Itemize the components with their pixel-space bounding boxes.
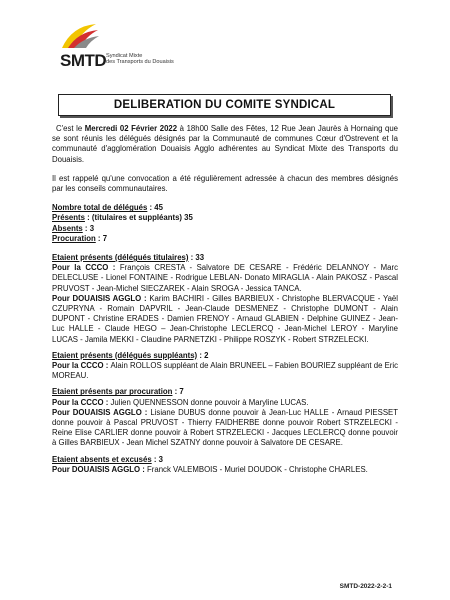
count-absents-label: Absents	[52, 223, 83, 233]
suppleants-ccco-label: Pour la CCCO :	[52, 361, 111, 371]
intro-paragraph	[52, 124, 398, 165]
procuration-ccco-names: Julien QUENNESSON donne pouvoir à Maryline LUCAS.	[110, 397, 309, 407]
titulaires-da-label: Pour DOUAISIS AGGLO :	[52, 293, 150, 303]
titulaires-da-names: Karim BACHIRI - Gilles BARBIEUX - Christophe BLERVACQUE - Yaël CZUPRYNA - Romain DAPVRIL - Jean-Claude DESMENEZ - Christophe DUMONT - Alain DUPONT - Christine ERADES - Damien FRENOY - Arnaud GLABIEN - Delphine GUINEZ - Jean-Luc HALLE - Claude HEGO – Jean-Christophe LECLERCQ - Jean-Michel LEROY - Maryline LUCAS - Jamila MEKKI - Claudine PARNETZKI - Philippe ROSZYK - Robert STRZELECKI.	[52, 293, 398, 344]
absents-count: : 3	[151, 454, 163, 464]
suppleants-heading	[52, 351, 398, 361]
intro-text-1: C'est le	[56, 124, 85, 133]
smtd-logo	[58, 22, 208, 72]
suppleants-ccco	[52, 361, 398, 381]
procuration-heading	[52, 387, 398, 397]
logo-wordmark: SMTD	[60, 51, 107, 70]
procuration-ccco	[52, 398, 398, 408]
procuration-da-names: Lisiane DUBUS donne pouvoir à Jean-Luc HALLE - Arnaud PIESSET donne pouvoir à Pascal PRUVOST - Thierry FAIDHERBE donne pouvoir Robert STRZELECKI - Reine Elise CARLIER donne pouvoir à Robert STRZELECKI - Jacques LECLERCQ donne pouvoir à Gilles BARBIEUX - Jean Michel SZATNY donne pouvoir à Salvatore DE CESARE.	[52, 407, 398, 448]
absents-douaisis	[52, 465, 398, 475]
document-reference: SMTD-2022-2-2-1	[339, 583, 392, 590]
document-title-box	[58, 94, 391, 116]
absents-da-label: Pour DOUAISIS AGGLO :	[52, 464, 148, 474]
titulaires-ccco-label: Pour la CCCO :	[52, 263, 120, 273]
logo-subtitle-line1: Syndicat Mixte	[106, 53, 143, 59]
titulaires-ccco	[52, 263, 398, 294]
document-body	[52, 124, 398, 475]
smtd-logo-mark-icon	[58, 22, 100, 52]
titulaires-heading-label: Etaient présents (délégués titulaires)	[52, 253, 189, 263]
procuration-heading-label: Etaient présents par procuration	[52, 387, 173, 397]
titulaires-heading	[52, 253, 398, 263]
suppleants-ccco-names: Alain ROLLOS suppléant de Alain BRUNEEL – Fabien BOURIEZ suppléant de Eric MOREAU.	[52, 361, 399, 381]
count-procuration	[52, 234, 398, 244]
absents-da-names: Franck VALEMBOIS - Muriel DOUDOK - Christophe CHARLES.	[147, 464, 368, 474]
count-total	[52, 203, 398, 213]
procuration-da-label: Pour DOUAISIS AGGLO :	[52, 407, 151, 417]
logo-subtitle	[106, 53, 174, 66]
count-presents	[52, 213, 398, 223]
titulaires-ccco-names: François CRESTA - Salvatore DE CESARE - Frédéric DELANNOY - Marc DELECLUSE - Lionel FONTAINE - Rodrigue LEBLAN- Donato MIRAGLIA - Alain PAKOSZ - Pascal PRUVOST - Jean-Michel SIECZAREK - Alain SROGA - Jessica TANCA.	[52, 263, 398, 293]
count-absents-value: : 3	[82, 223, 95, 233]
suppleants-count: : 2	[197, 350, 209, 360]
absents-heading	[52, 455, 398, 465]
procuration-ccco-label: Pour la CCCO :	[52, 397, 111, 407]
procuration-douaisis	[52, 408, 398, 449]
count-total-value: : 45	[147, 203, 163, 213]
titulaires-count: : 33	[188, 253, 205, 263]
procuration-count: : 7	[172, 387, 184, 397]
count-total-label: Nombre total de délégués	[52, 203, 148, 213]
meeting-date: Mercredi 02 Février 2022	[84, 124, 178, 133]
suppleants-heading-label: Etaient présents (délégués suppléants)	[52, 350, 198, 360]
count-procuration-value: : 7	[95, 233, 108, 243]
count-presents-value: : (titulaires et suppléants) 35	[84, 213, 193, 223]
logo-subtitle-line2: des Transports du Douaisis	[106, 59, 174, 66]
count-presents-label: Présents	[52, 213, 85, 223]
document-title: DELIBERATION DU COMITE SYNDICAL	[113, 99, 336, 111]
absents-heading-label: Etaient absents et excusés	[52, 454, 152, 464]
intro-text-2: à 18h00 Salle des Fêtes, 12 Rue Jean Jaurès à Hornaing que se sont réunis les délégués désignés par la Communauté de communes Cœur d'Ostrevent et la communauté d'agglomération Douaisis Agglo adhérentes au Syndicat Mixte des Transports du Douaisis.	[52, 124, 399, 164]
count-procuration-label: Procuration	[52, 233, 96, 243]
count-absents	[52, 224, 398, 234]
convocation-reminder: Il est rappelé qu'une convocation a été régulièrement adressée à chacun des membres désignés par les conseils communautaires.	[52, 173, 398, 194]
titulaires-douaisis	[52, 294, 398, 345]
